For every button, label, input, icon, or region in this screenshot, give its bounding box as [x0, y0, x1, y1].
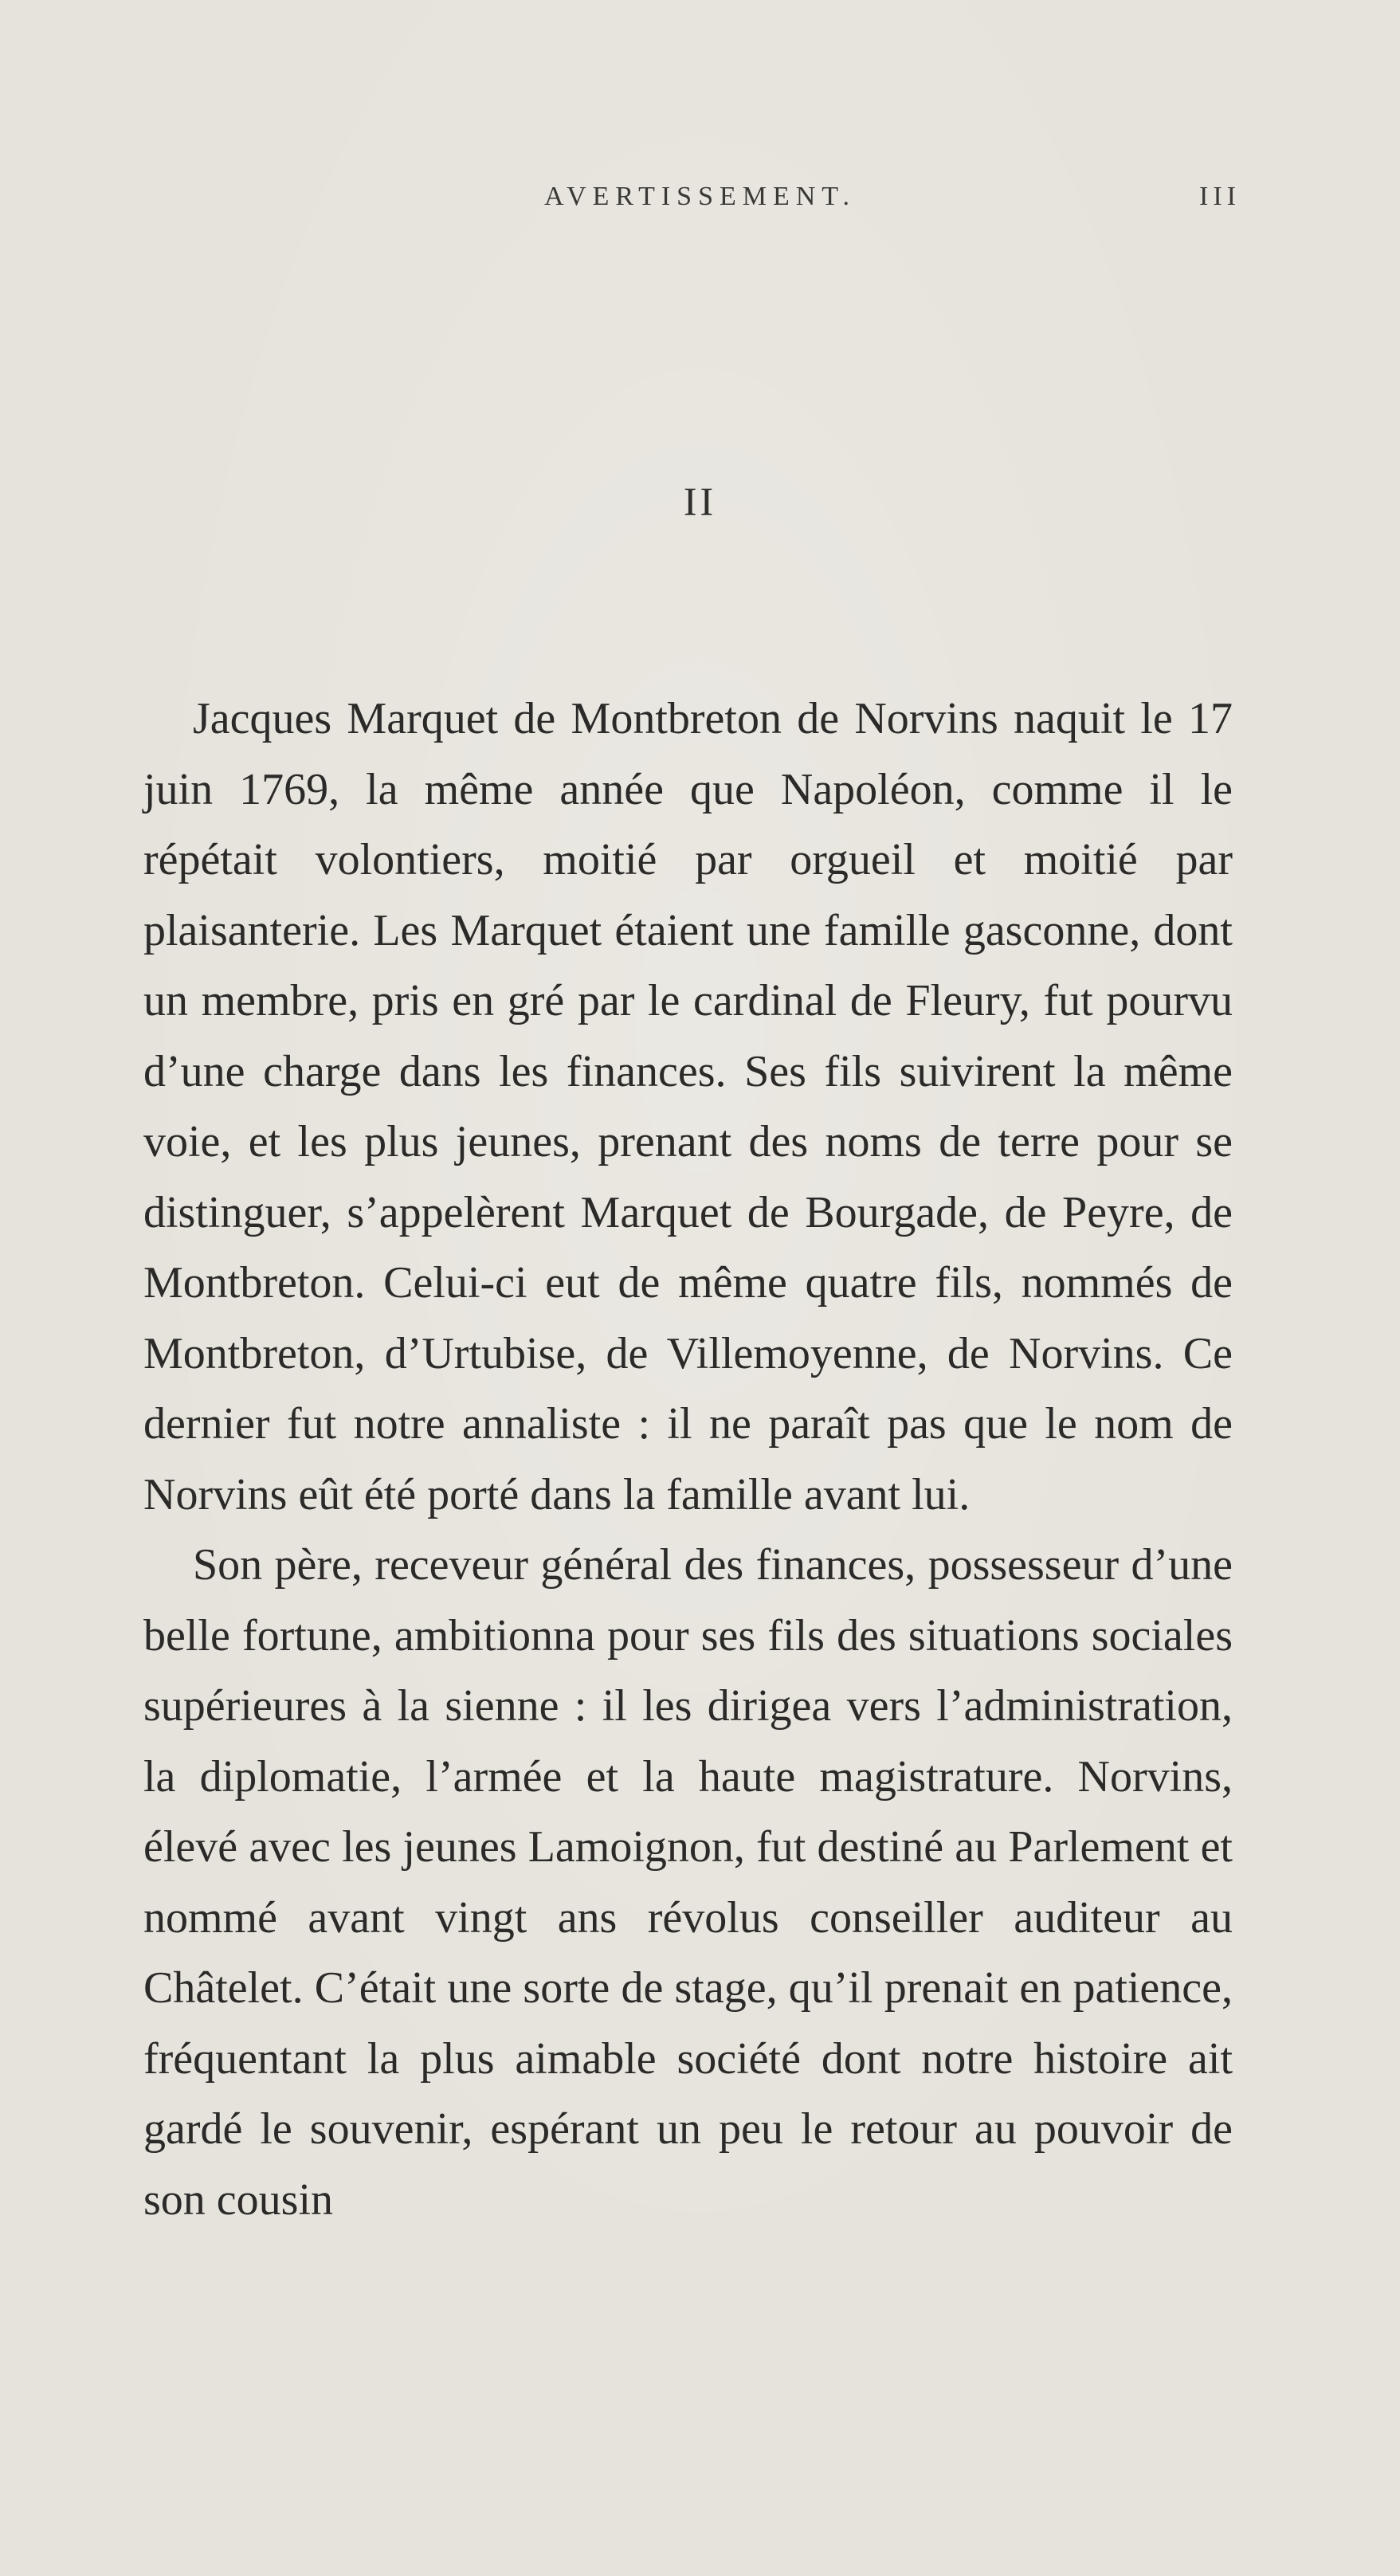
paragraph: Son père, receveur général des finances, possesseur d’une belle fortune, ambitionna pour ses fils des situations sociales supérieures à la sienne : il les dirigea vers l’administration, la diplomatie, l’armée et la haute magistrature. Norvins, élevé avec les jeunes Lamoignon, fut destiné au Parlement et nommé avant vingt ans révolus conseiller auditeur au Châtelet. C’était une sorte de stage, qu’il prenait en patience, fréquentant la plus aimable société dont notre histoire ait gardé le souvenir, espérant un peu le retour au pouvoir de son cousin	[143, 1540, 1233, 2225]
running-title: AVERTISSEMENT.	[543, 182, 857, 211]
running-head	[0, 182, 1400, 229]
page-number: III	[1199, 182, 1241, 211]
body-text	[143, 684, 1233, 2235]
section-number: II	[683, 479, 717, 523]
paragraph: Jacques Marquet de Montbreton de Norvins naquit le 17 juin 1769, la même année que Napoléon, comme il le répétait volontiers, moitié par orgueil et moitié par plaisanterie. Les Marquet étaient une famille gasconne, dont un membre, pris en gré par le cardinal de Fleury, fut pourvu d’une charge dans les finances. Ses fils suivirent la même voie, et les plus jeunes, prenant des noms de terre pour se distinguer, s’appelèrent Marquet de Bourgade, de Peyre, de Montbreton. Celui-ci eut de même quatre fils, nommés de Montbreton, d’Urtubise, de Villemoyenne, de Norvins. Ce dernier fut notre annaliste : il ne paraît pas que le nom de Norvins eût été porté dans la famille avant lui.	[143, 694, 1233, 1519]
